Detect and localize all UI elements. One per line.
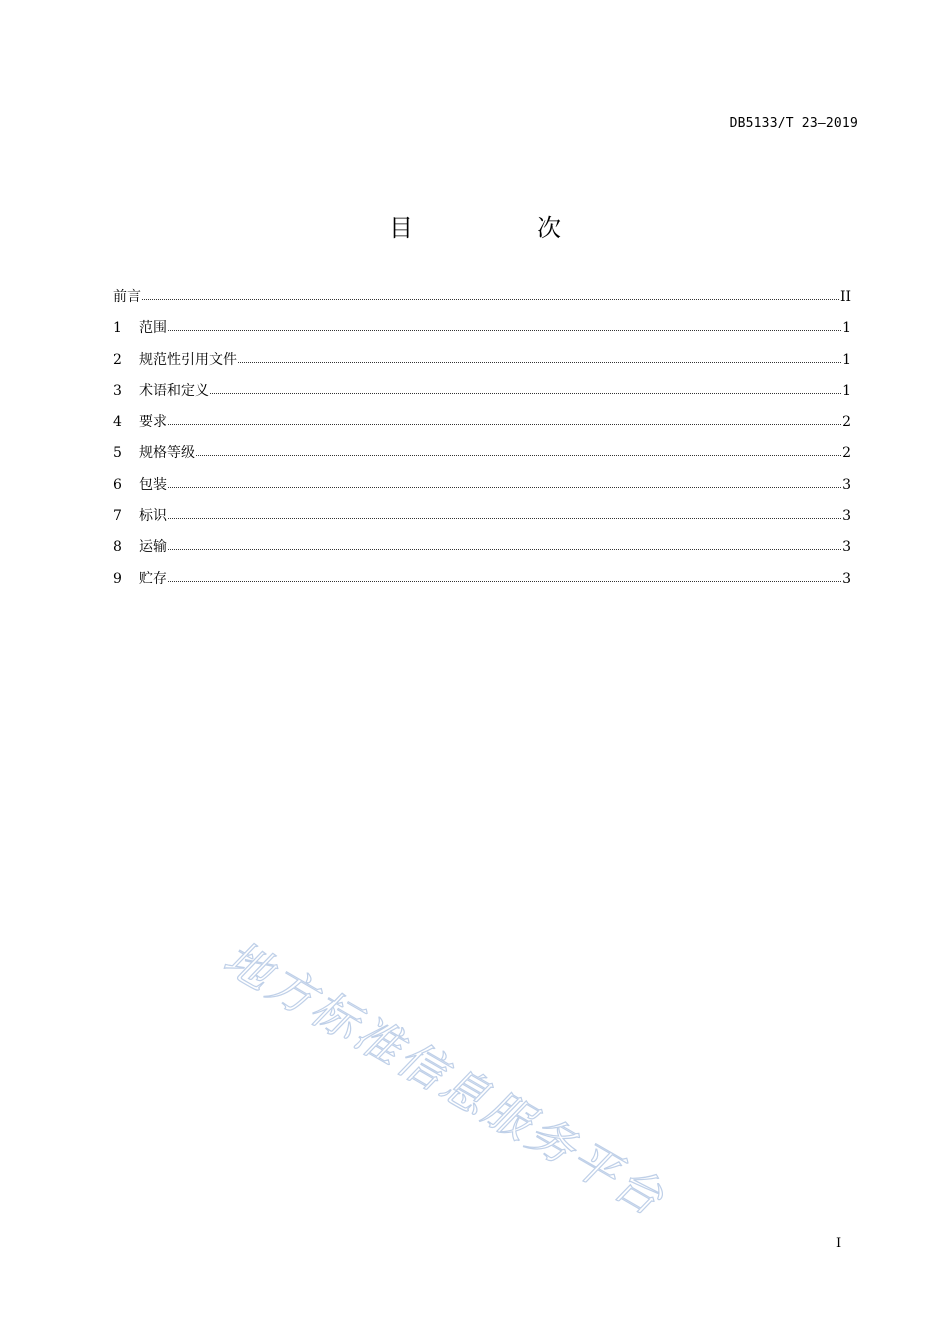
toc-entry-page: 1: [842, 351, 851, 368]
toc-entry-number: 7: [113, 508, 122, 525]
toc-entry-number: 4: [113, 414, 122, 431]
toc-entry-number: 3: [113, 382, 122, 399]
toc-entry-page: 3: [842, 570, 851, 587]
toc-entry-terms-definitions[interactable]: [113, 380, 851, 411]
toc-entry-normative-references[interactable]: [113, 349, 851, 380]
toc-entry-label: 前言: [113, 289, 141, 305]
toc-entry-page: 1: [842, 320, 851, 337]
toc-entry-marking[interactable]: [113, 505, 851, 536]
toc-entry-page: 2: [842, 414, 851, 431]
toc-entry-label: 规范性引用文件: [139, 351, 237, 368]
toc-leader-dots: [168, 569, 841, 583]
toc-entry-label: 标识: [139, 508, 167, 525]
toc-leader-dots: [238, 350, 841, 364]
toc-entry-number: 5: [113, 445, 122, 462]
toc-leader-dots: [168, 537, 841, 551]
toc-leader-dots: [196, 443, 841, 457]
toc-leader-dots: [142, 287, 839, 301]
toc-entry-page: 3: [842, 476, 851, 493]
toc-entry-page: 1: [842, 382, 851, 399]
toc-leader-dots: [168, 412, 841, 426]
toc-leader-dots: [168, 506, 841, 520]
document-code: DB5133/T 23—2019: [729, 116, 858, 131]
toc-entry-requirements[interactable]: [113, 411, 851, 442]
toc-entry-label: 范围: [139, 320, 167, 337]
toc-entry-number: 2: [113, 351, 122, 368]
page-title: 目 次: [389, 214, 611, 242]
toc-entry-page: II: [839, 289, 851, 305]
toc-entry-number: 1: [113, 320, 122, 337]
toc-entry-label: 规格等级: [139, 445, 195, 462]
toc-entry-label: 包装: [139, 476, 167, 493]
table-of-contents: [113, 286, 851, 599]
toc-entry-page: 2: [842, 445, 851, 462]
toc-entry-label: 术语和定义: [139, 382, 209, 399]
toc-entry-number: 9: [113, 570, 122, 587]
toc-entry-storage[interactable]: [113, 568, 851, 599]
page-number: I: [836, 1236, 842, 1251]
toc-entry-transport[interactable]: [113, 536, 851, 567]
toc-leader-dots: [210, 381, 841, 395]
toc-entry-grades[interactable]: [113, 442, 851, 473]
toc-entry-label: 运输: [139, 539, 167, 556]
toc-leader-dots: [168, 475, 841, 489]
toc-entry-scope[interactable]: [113, 317, 851, 348]
toc-entry-number: 6: [113, 476, 122, 493]
toc-entry-label: 要求: [139, 414, 167, 431]
toc-entry-page: 3: [842, 539, 851, 556]
watermark: 地方标准信息服务平台: [215, 930, 676, 1227]
toc-entry-packaging[interactable]: [113, 474, 851, 505]
toc-leader-dots: [168, 318, 841, 332]
toc-entry-number: 8: [113, 539, 122, 556]
toc-entry-page: 3: [842, 508, 851, 525]
toc-entry-foreword[interactable]: [113, 286, 851, 317]
toc-entry-label: 贮存: [139, 570, 167, 587]
